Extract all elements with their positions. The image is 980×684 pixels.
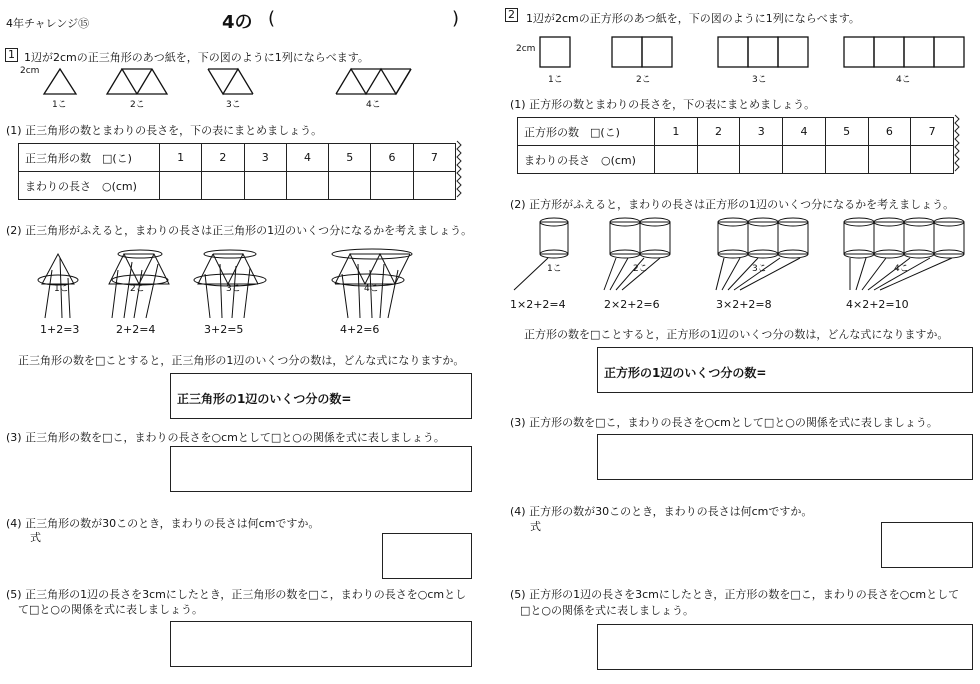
triangle-table xyxy=(18,143,456,200)
col-2: 2 xyxy=(202,144,244,172)
col-1: 1 xyxy=(655,118,698,146)
answer-cell[interactable] xyxy=(160,172,202,200)
equation-3: 3+2=5 xyxy=(204,323,244,336)
answer-cell[interactable] xyxy=(911,146,954,174)
col-1: 1 xyxy=(160,144,202,172)
fig-label-3: 3こ xyxy=(226,100,241,110)
q4-left: (4) 正三角形の数が30このとき，まわりの長さは何cmですか。 xyxy=(6,517,320,530)
col-4: 4 xyxy=(783,118,826,146)
q2-left: (2) 正三角形がふえると，まわりの長さは正三角形の1辺のいくつ分になるかを考えましょう。 xyxy=(6,224,473,237)
square-table xyxy=(517,117,954,174)
answer-box-q2[interactable] xyxy=(170,373,472,419)
sq-equation-3: 3×2+2=8 xyxy=(716,298,772,311)
sq-label-1: 1こ xyxy=(548,75,563,85)
q4-formula-label: 式 xyxy=(30,531,41,544)
answer-box-q2[interactable] xyxy=(597,347,973,393)
col-4: 4 xyxy=(286,144,328,172)
col-5: 5 xyxy=(329,144,371,172)
fig2-label-4: 4こ xyxy=(364,284,379,294)
answer-box-q3[interactable] xyxy=(170,446,472,492)
series-label: 4年チャレンジ⑮ xyxy=(6,17,90,30)
q5-left-line2: て□と○の関係を式に表しましょう。 xyxy=(18,603,203,616)
triangle-side-label: 2cm xyxy=(20,66,40,76)
fig-label-2: 2こ xyxy=(130,100,145,110)
col-6: 6 xyxy=(371,144,413,172)
equation-1: 1+2=3 xyxy=(40,323,80,336)
table-head-perimeter: まわりの長さ ○(cm) xyxy=(19,172,160,200)
q1-left: (1) 正三角形の数とまわりの長さを，下の表にまとめましょう。 xyxy=(6,124,323,137)
answer-box-q4[interactable] xyxy=(382,533,472,579)
answer-box-q3[interactable] xyxy=(597,434,973,480)
q2-sub-left: 正三角形の数を□ことすると，正三角形の1辺のいくつ分の数は，どんな式になりますか。 xyxy=(18,354,465,367)
answer-box-q5[interactable] xyxy=(170,621,472,667)
sq2-label-4: 4こ xyxy=(894,264,909,274)
sq-label-2: 2こ xyxy=(636,75,651,85)
fig2-label-2: 2こ xyxy=(130,284,145,294)
problem-1-intro: 1辺が2cmの正三角形のあつ紙を，下の図のように1列にならべます。 xyxy=(24,51,369,64)
sq-equation-4: 4×2+2=10 xyxy=(846,298,909,311)
table-head-count: 正方形の数 □(こ) xyxy=(518,118,655,146)
q1-right: (1) 正方形の数とまわりの長さを，下の表にまとめましょう。 xyxy=(510,98,816,111)
equation-4: 4+2=6 xyxy=(340,323,380,336)
square-row-figures xyxy=(500,34,970,74)
table-head-count: 正三角形の数 □(こ) xyxy=(19,144,160,172)
answer-cell[interactable] xyxy=(244,172,286,200)
name-open-paren: ( xyxy=(268,8,276,29)
answer-cell[interactable] xyxy=(202,172,244,200)
problem-2-number: 2 xyxy=(505,8,518,22)
answer-cell[interactable] xyxy=(740,146,783,174)
q2-right: (2) 正方形がふえると，まわりの長さは正方形の1辺のいくつ分になるかを考えましょう。 xyxy=(510,198,955,211)
q4-right: (4) 正方形の数が30このとき，まわりの長さは何cmですか。 xyxy=(510,505,813,518)
table-torn-edge xyxy=(455,141,463,199)
col-7: 7 xyxy=(911,118,954,146)
q2-sub-right: 正方形の数を□ことすると，正方形の1辺のいくつ分の数は，どんな式になりますか。 xyxy=(524,328,949,341)
answer-box-q5[interactable] xyxy=(597,624,973,670)
col-2: 2 xyxy=(697,118,740,146)
equation-2: 2+2=4 xyxy=(116,323,156,336)
answer-cell[interactable] xyxy=(286,172,328,200)
problem-2-intro: 1辺が2cmの正方形のあつ紙を，下の図のように1列にならべます。 xyxy=(526,12,860,25)
answer-cell[interactable] xyxy=(413,172,455,200)
table-torn-edge xyxy=(953,115,961,173)
q4-formula-label: 式 xyxy=(530,520,541,533)
sq-equation-1: 1×2+2=4 xyxy=(510,298,566,311)
q3-left: (3) 正三角形の数を□こ，まわりの長さを○cmとして□と○の関係を式に表しましょう。 xyxy=(6,431,445,444)
col-3: 3 xyxy=(244,144,286,172)
square-side-label: 2cm xyxy=(516,44,536,54)
col-6: 6 xyxy=(868,118,911,146)
sq2-label-1: 1こ xyxy=(547,264,562,274)
worksheet-title: 4の xyxy=(222,12,253,33)
answer-cell[interactable] xyxy=(697,146,740,174)
col-3: 3 xyxy=(740,118,783,146)
sq-label-3: 3こ xyxy=(752,75,767,85)
fig-label-4: 4こ xyxy=(366,100,381,110)
answer-cell[interactable] xyxy=(371,172,413,200)
sq-equation-2: 2×2+2=6 xyxy=(604,298,660,311)
sq2-label-3: 3こ xyxy=(752,264,767,274)
col-5: 5 xyxy=(825,118,868,146)
q5-right-line1: (5) 正方形の1辺の長さを3cmにしたとき，正方形の数を□こ，まわりの長さを○cmとして xyxy=(510,588,960,601)
answer-label: 正方形の1辺のいくつ分の数= xyxy=(604,366,767,380)
answer-label: 正三角形の1辺のいくつ分の数= xyxy=(177,392,352,406)
answer-cell[interactable] xyxy=(868,146,911,174)
q5-right-line2: □と○の関係を式に表しましょう。 xyxy=(520,604,694,617)
answer-box-q4[interactable] xyxy=(881,522,973,568)
col-7: 7 xyxy=(413,144,455,172)
table-head-perimeter: まわりの長さ ○(cm) xyxy=(518,146,655,174)
fig2-label-3: 3こ xyxy=(226,284,241,294)
sq2-label-2: 2こ xyxy=(633,264,648,274)
name-close-paren: ) xyxy=(452,8,460,29)
answer-cell[interactable] xyxy=(783,146,826,174)
q3-right: (3) 正方形の数を□こ，まわりの長さを○cmとして□と○の関係を式に表しましょう。 xyxy=(510,416,938,429)
fig-label-1: 1こ xyxy=(52,100,67,110)
problem-1-number: 1 xyxy=(5,48,18,62)
q5-left-line1: (5) 正三角形の1辺の長さを3cmにしたとき，正三角形の数を□こ，まわりの長さを○cmとし xyxy=(6,588,467,601)
fig2-label-1: 1こ xyxy=(54,284,69,294)
answer-cell[interactable] xyxy=(825,146,868,174)
answer-cell[interactable] xyxy=(329,172,371,200)
answer-cell[interactable] xyxy=(655,146,698,174)
square-arrow-diagram xyxy=(500,214,970,294)
sq-label-4: 4こ xyxy=(896,75,911,85)
